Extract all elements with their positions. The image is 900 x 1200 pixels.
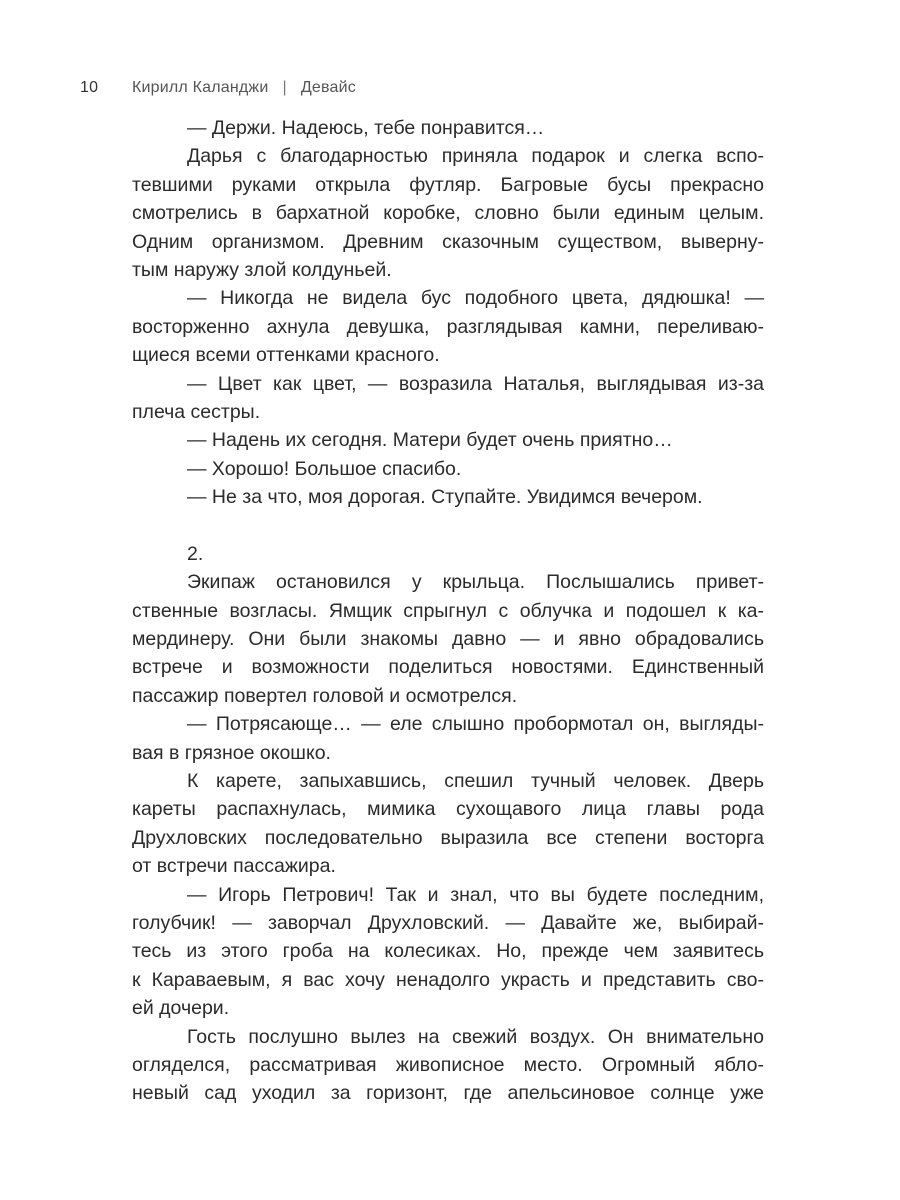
text-line: тевшими руками открыла футляр. Багровые бусы прекрасно [132,173,764,196]
author-name: Кирилл Каланджи [132,79,269,96]
text-line: Гость послушно вылез на свежий воздух. Он внимательно [187,1025,764,1048]
text-line: плеча сестры. [132,400,261,423]
text-line: — Не за что, моя дорогая. Ступайте. Увидимся вечером. [187,486,703,509]
text-line: к Караваевым, я вас хочу ненадолго украсть и представить сво- [132,968,764,991]
text-line: мердинеру. Они были знакомы давно — и явно обрадовались [132,628,764,651]
text-line: пассажир повертел головой и осмотрелся. [132,684,518,707]
text-line: ственные возгласы. Ямщик спрыгнул с облучка и подошел к ка- [132,599,764,622]
page-number: 10 [80,79,99,96]
text-line: голубчик! — заворчал Друхловский. — Давайте же, выбирай- [132,911,764,934]
text-line: смотрелись в бархатной коробке, словно были единым целым. [132,202,764,225]
text-line: К карете, запыхавшись, спешил тучный человек. Дверь [187,769,764,792]
text-line: — Надень их сегодня. Матери будет очень приятно… [187,429,673,452]
text-line: Дарья с благодарностью приняла подарок и слегка вспо- [187,145,764,168]
text-line: — Держи. Надеюсь, тебе понравится… [187,117,545,139]
text-line: — Игорь Петрович! Так и знал, что вы будете последним, [187,883,764,906]
text-line: — Никогда не видела бус подобного цвета, дядюшка! — [187,287,764,310]
header-separator: | [282,79,287,96]
text-line: Друхловских последовательно выразила все степени восторга [132,826,764,849]
text-line: вая в грязное окошко. [132,741,331,764]
body-text [132,114,764,1108]
text-line: тесь из этого гроба на колесиках. Но, прежде чем заявитесь [132,940,764,963]
text-line: встрече и возможности поделиться новостями. Единственный [132,656,764,679]
text-line: — Цвет как цвет, — возразила Наталья, выглядывая из-за [187,372,764,395]
text-line: Экипаж остановился у крыльца. Послышались привет- [187,571,764,594]
text-line: тым наружу злой колдуньей. [132,258,392,281]
text-line: ей дочери. [132,997,230,1020]
section-spacer [132,511,764,539]
text-line: невый сад уходил за горизонт, где апельсиновое солнце уже [132,1082,764,1105]
text-line: огляделся, рассматривая живописное место. Огромный ябло- [132,1053,764,1076]
book-title: Девайс [300,79,356,96]
text-line: от встречи пассажира. [132,855,336,878]
text-line: — Хорошо! Большое спасибо. [187,457,462,480]
text-line: — Потрясающе… — еле слышно пробормотал он, выгляды- [187,713,764,736]
section-number: 2. [187,542,204,565]
text-line: щиеся всеми оттенками красного. [132,344,440,367]
text-line: кареты распахнулась, мимика сухощавого лица главы рода [132,798,764,821]
text-line: восторженно ахнула девушка, разглядывая камни, переливаю- [132,315,764,338]
running-header [80,79,356,97]
text-line: Одним организмом. Древним сказочным существом, выверну- [132,230,764,253]
